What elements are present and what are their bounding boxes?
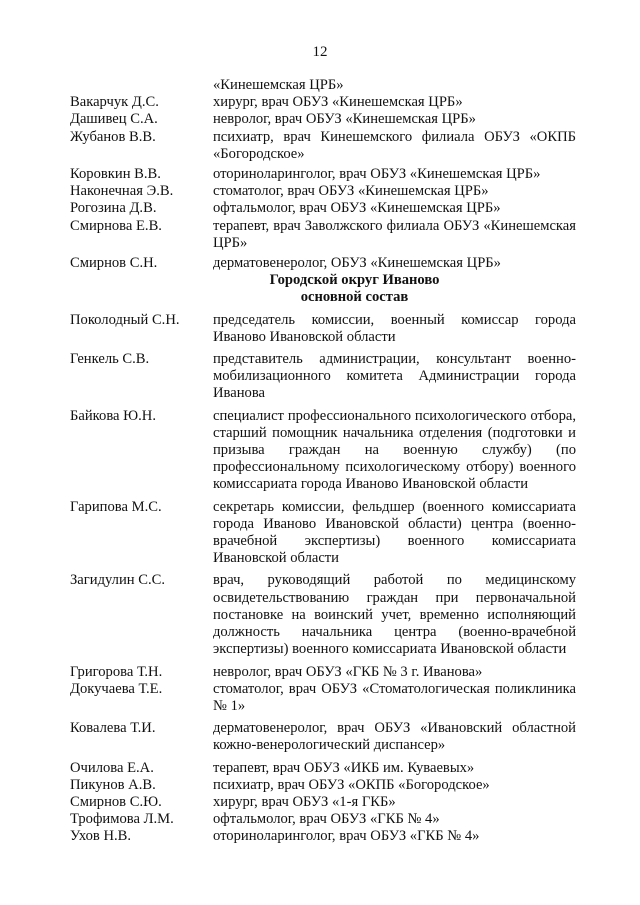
member-name: Гарипова М.С.	[70, 498, 162, 515]
member-name: Вакарчук Д.С.	[70, 94, 159, 111]
member-role: офтальмолог, врач ОБУЗ «Кинешемская ЦРБ»	[213, 200, 501, 217]
member-name: Генкель С.В.	[70, 351, 150, 368]
continuation-text: «Кинешемская ЦРБ»	[213, 77, 344, 93]
member-name: Трофимова Л.М.	[70, 811, 174, 828]
member-role: хирург, врач ОБУЗ «Кинешемская ЦРБ»	[213, 94, 463, 111]
member-role: хирург, врач ОБУЗ «1-я ГКБ»	[213, 793, 396, 810]
member-row	[70, 572, 576, 658]
member-role: секретарь комиссии, фельдшер (военного комиссариата города Иваново Ивановской области) центра (военно-врачебной экспертизы) военного комиссариата Ивановской области	[213, 498, 576, 567]
member-name: Дашивец С.А.	[70, 111, 158, 128]
member-role: дерматовенеролог, врач ОБУЗ «Ивановский областной кожно-венерологический диспансер»	[213, 720, 576, 754]
member-row	[70, 183, 576, 200]
member-name: Смирнова Е.В.	[70, 217, 162, 234]
member-name: Загидулин С.С.	[70, 572, 165, 589]
member-row	[70, 777, 576, 794]
member-row	[70, 111, 576, 128]
member-role: дерматовенеролог, ОБУЗ «Кинешемская ЦРБ»	[213, 255, 501, 272]
member-row	[70, 166, 576, 183]
member-row	[70, 200, 576, 217]
member-row	[70, 760, 576, 777]
member-role: представитель администрации, консультант военно-мобилизационного комитета Администрации города Иванова	[213, 351, 576, 402]
member-name: Байкова Ю.Н.	[70, 407, 156, 424]
member-name: Смирнов С.Ю.	[70, 793, 162, 810]
member-role: оториноларинголог, врач ОБУЗ «Кинешемская ЦРБ»	[213, 166, 541, 183]
member-role: специалист профессионального психологического отбора, старший помощник начальника отделения (подготовки и призыва граждан на военную службу) (по профессиональному психологическому отбору) военного комиссариата города Иваново Ивановской области	[213, 407, 576, 493]
member-row	[70, 794, 576, 811]
member-role: невролог, врач ОБУЗ «ГКБ № 3 г. Иванова»	[213, 663, 483, 680]
member-role: стоматолог, врач ОБУЗ «Кинешемская ЦРБ»	[213, 183, 489, 200]
member-role: психиатр, врач ОБУЗ «ОКПБ «Богородское»	[213, 776, 490, 793]
member-row	[70, 351, 576, 403]
member-row	[70, 94, 576, 111]
member-name: Ухов Н.В.	[70, 828, 132, 845]
member-row	[70, 499, 576, 568]
member-role: терапевт, врач Заволжского филиала ОБУЗ «Кинешемская ЦРБ»	[213, 217, 576, 251]
member-role: председатель комиссии, военный комиссар города Иваново Ивановской области	[213, 311, 576, 345]
member-name: Коровкин В.В.	[70, 166, 161, 183]
member-row	[70, 811, 576, 828]
member-role: стоматолог, врач ОБУЗ «Стоматологическая поликлиника № 1»	[213, 680, 576, 714]
member-row	[70, 828, 576, 845]
member-role: невролог, врач ОБУЗ «Кинешемская ЦРБ»	[213, 111, 476, 128]
member-role: врач, руководящий работой по медицинскому освидетельствованию граждан при первоначальной постановке на воинский учет, временно исполняющий должность начальника центра (военно-врачебной экспертизы) военного комиссариата Ивановской области	[213, 572, 576, 658]
member-name: Ковалева Т.И.	[70, 720, 156, 737]
member-row	[70, 720, 576, 754]
member-name: Докучаева Т.Е.	[70, 680, 163, 697]
member-name: Жубанов В.В.	[70, 128, 156, 145]
member-row	[70, 681, 576, 715]
section-subtitle: основной состав	[300, 289, 409, 306]
member-row	[70, 129, 576, 163]
member-row	[70, 664, 576, 681]
member-name: Григорова Т.Н.	[70, 663, 163, 680]
member-name: Наконечная Э.В.	[70, 183, 174, 200]
page-number: 12	[312, 44, 328, 60]
member-name: Пикунов А.В.	[70, 776, 156, 793]
member-role: психиатр, врач Кинешемского филиала ОБУЗ «ОКПБ «Богородское»	[213, 128, 576, 162]
member-name: Поколодный С.Н.	[70, 311, 180, 328]
member-role: оториноларинголог, врач ОБУЗ «ГКБ № 4»	[213, 828, 480, 845]
member-name: Смирнов С.Н.	[70, 255, 158, 272]
member-row	[70, 408, 576, 494]
member-name: Рогозина Д.В.	[70, 200, 157, 217]
document-body	[70, 77, 576, 846]
member-row	[70, 218, 576, 252]
member-role: офтальмолог, врач ОБУЗ «ГКБ № 4»	[213, 811, 440, 828]
member-role: терапевт, врач ОБУЗ «ИКБ им. Куваевых»	[213, 759, 475, 776]
member-row	[70, 255, 576, 272]
member-name: Очилова Е.А.	[70, 759, 154, 776]
member-row	[70, 312, 576, 346]
section-title: Городской округ Иваново	[269, 272, 440, 289]
continuation-row	[70, 77, 576, 94]
